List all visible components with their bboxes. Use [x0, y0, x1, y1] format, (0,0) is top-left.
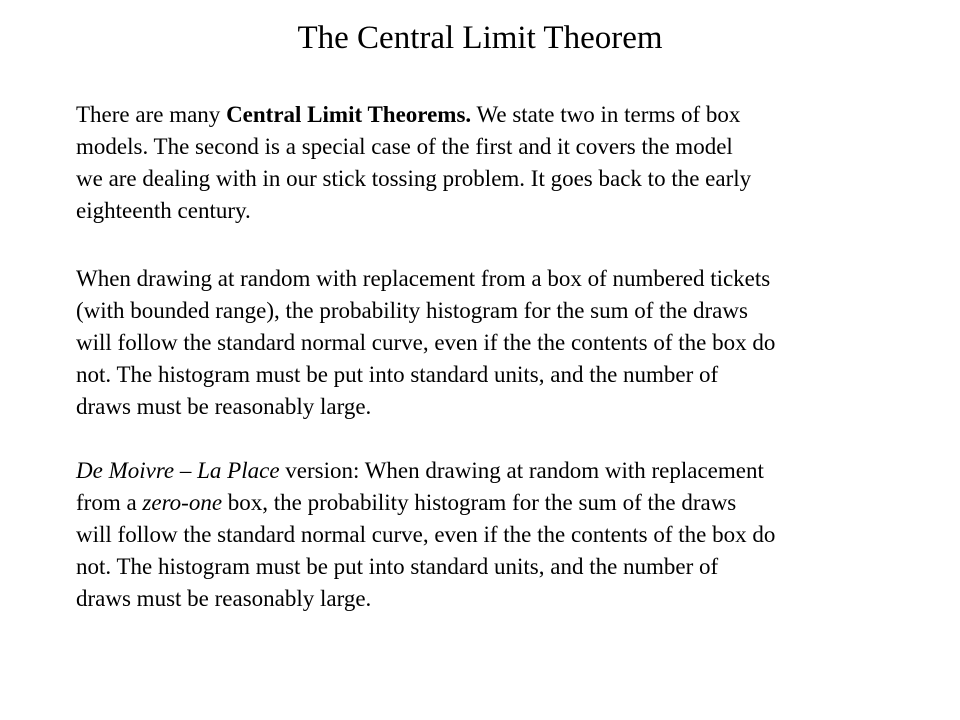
text-line: (with bounded range), the probability histogram for the sum of the draws: [76, 298, 748, 323]
text-line: will follow the standard normal curve, even if the the contents of the box do: [76, 522, 776, 547]
intro-paragraph: [76, 99, 906, 227]
text-run: from a: [76, 490, 143, 515]
text-run: There are many: [76, 102, 227, 127]
text-line: models. The second is a special case of the first and it covers the model: [76, 134, 733, 159]
text-line: eighteenth century.: [76, 198, 251, 223]
italic-term: De Moivre – La Place: [76, 458, 280, 483]
bold-term: Central Limit Theorems.: [226, 102, 472, 127]
text-line: draws must be reasonably large.: [76, 586, 372, 611]
text-line: will follow the standard normal curve, even if the the contents of the box do: [76, 330, 776, 355]
text-line: we are dealing with in our stick tossing problem. It goes back to the early: [76, 166, 752, 191]
text-run: We state two in terms of box: [471, 102, 741, 127]
text-line: When drawing at random with replacement from a box of numbered tickets: [76, 266, 771, 291]
text-run: box, the probability histogram for the sum of the draws: [222, 490, 737, 515]
text-line: [76, 99, 906, 131]
slide-title: The Central Limit Theorem: [297, 20, 663, 56]
text-line: not. The histogram must be put into standard units, and the number of: [76, 554, 719, 579]
text-run: version: When drawing at random with replacement: [279, 458, 764, 483]
general-theorem-paragraph: [76, 263, 906, 423]
italic-term: zero-one: [142, 490, 223, 515]
text-line: [76, 487, 906, 519]
de-moivre-laplace-paragraph: [76, 455, 906, 615]
text-line: draws must be reasonably large.: [76, 394, 372, 419]
text-line: not. The histogram must be put into standard units, and the number of: [76, 362, 719, 387]
text-line: [76, 455, 906, 487]
